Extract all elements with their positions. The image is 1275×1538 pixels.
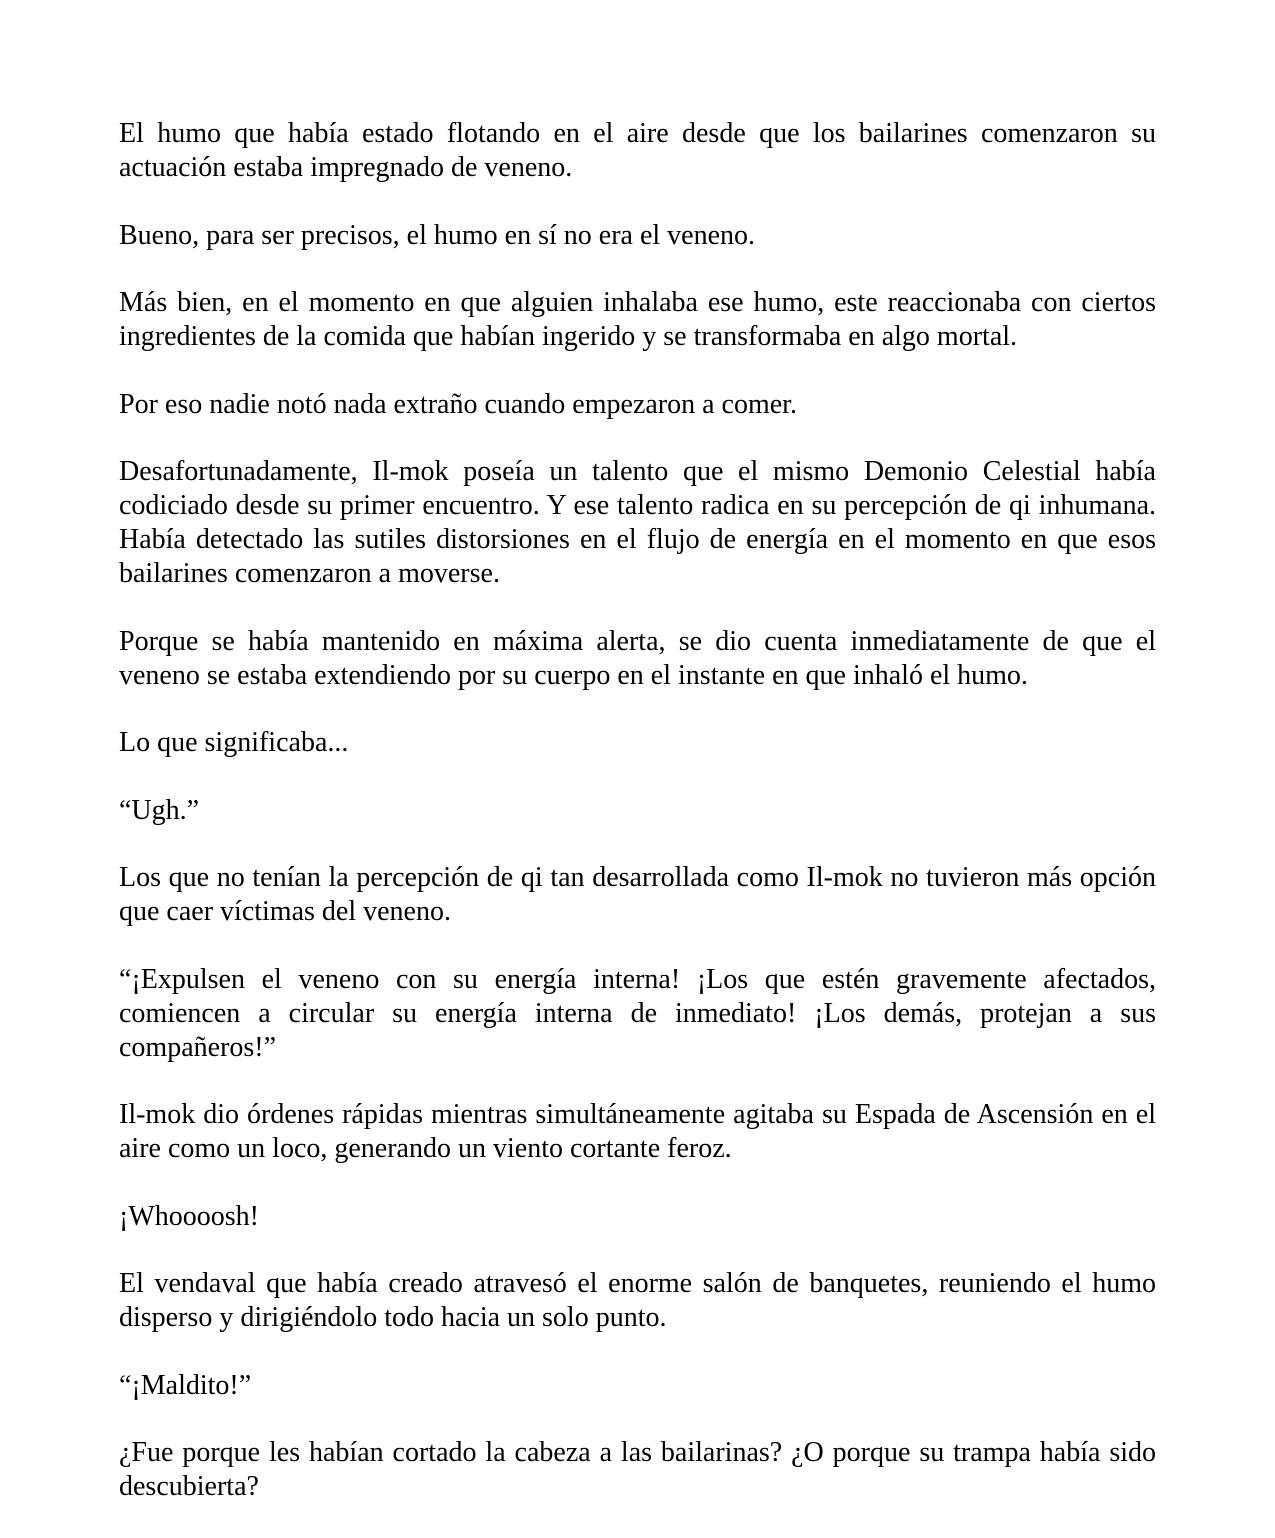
paragraph: ¡Whoooosh! (119, 1200, 259, 1232)
paragraph: Desafortunadamente, Il-mok poseía un talento que el mismo Demonio Celestial había codiciado desde su primer encuentro. Y ese talento radica en su percepción de qi inhumana. Había detectado las sutiles distorsiones en el flujo de energía en el momento en que esos bailarines comenzaron a moverse. (119, 456, 1156, 589)
paragraph: El vendaval que había creado atravesó el enorme salón de banquetes, reuniendo el humo disperso y dirigiéndolo todo hacia un solo punto. (119, 1268, 1156, 1333)
paragraph: Bueno, para ser precisos, el humo en sí no era el veneno. (119, 219, 756, 251)
paragraph: “¡Maldito!” (119, 1369, 252, 1401)
paragraph: Por eso nadie notó nada extraño cuando empezaron a comer. (119, 388, 797, 420)
paragraph: Lo que significaba... (119, 727, 349, 758)
paragraph: El humo que había estado flotando en el aire desde que los bailarines comenzaron su actuación estaba impregnado de veneno. (119, 118, 1156, 183)
paragraph: “Ugh.” (119, 794, 200, 826)
paragraph: Il-mok dio órdenes rápidas mientras simultáneamente agitaba su Espada de Ascensión en el aire como un loco, generando un viento cortante feroz. (119, 1099, 1156, 1164)
paragraph: Los que no tenían la percepción de qi tan desarrollada como Il-mok no tuvieron más opción que caer víctimas del veneno. (119, 862, 1156, 927)
paragraph: Más bien, en el momento en que alguien inhalaba ese humo, este reaccionaba con ciertos ingredientes de la comida que habían ingerido y se transformaba en algo mortal. (119, 287, 1156, 352)
paragraph: ¿Fue porque les habían cortado la cabeza a las bailarinas? ¿O porque su trampa había sido descubierta? (119, 1437, 1156, 1502)
paragraph: “¡Expulsen el veneno con su energía interna! ¡Los que estén gravemente afectados, comiencen a circular su energía interna de inmediato! ¡Los demás, protejan a sus compañeros!” (119, 963, 1156, 1063)
paragraph: Porque se había mantenido en máxima alerta, se dio cuenta inmediatamente de que el veneno se estaba extendiendo por su cuerpo en el instante en que inhaló el humo. (119, 625, 1156, 691)
document-page (119, 117, 1156, 1538)
